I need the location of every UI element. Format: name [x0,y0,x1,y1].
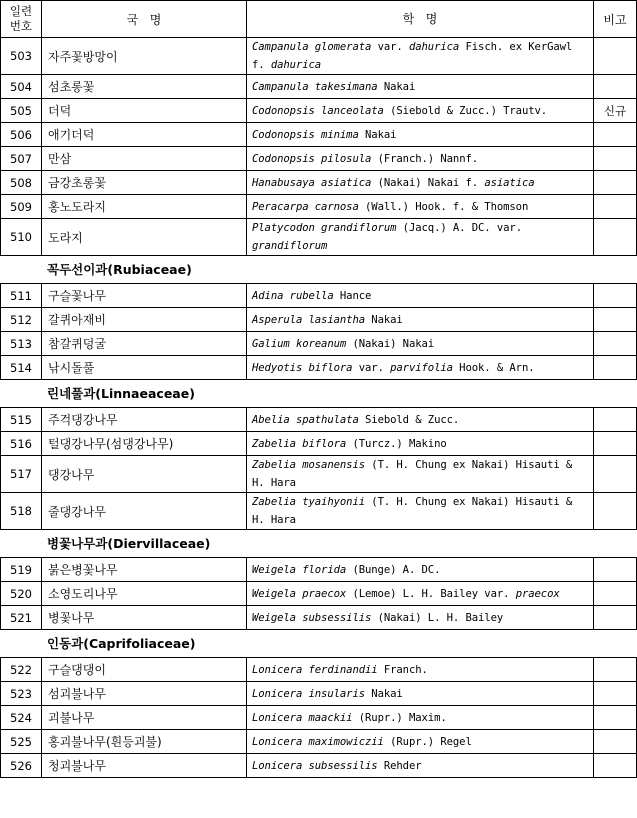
header-scientific-name: 학 명 [246,0,594,38]
korean-name-cell: 구슬댕댕이 [41,657,247,682]
scientific-name-cell [246,605,594,630]
taxon-italic: parvifolia [390,361,453,374]
scientific-name-text [252,561,440,579]
taxon-italic: Lonicera subsessilis [252,759,378,772]
serial-number-cell: 525 [0,729,42,754]
serial-number-cell: 510 [0,218,42,256]
table-row [0,681,637,706]
note-cell [593,753,637,778]
authority-text: (Jacq.) A. DC. var. [396,222,522,234]
serial-number-cell: 521 [0,605,42,630]
taxon-italic: Zabelia biflora [252,437,347,450]
note-cell: 신규 [593,98,637,123]
authority-text: (Wall.) Hook. f. & Thomson [358,200,529,213]
korean-name-cell: 붉은병꽃나무 [41,557,247,582]
scientific-name-cell [246,657,594,682]
korean-name-cell: 참갈퀴덩굴 [41,331,247,356]
table-row [0,431,637,456]
taxon-italic: Campanula glomerata [252,41,372,53]
scientific-name-text [252,411,459,429]
family-heading: 인동과(Caprifoliaceae) [47,635,196,651]
scientific-name-text [252,335,434,353]
scientific-name-text [252,685,403,703]
serial-number-cell: 522 [0,657,42,682]
authority-text: Hook. & Arn. [452,361,535,374]
note-cell [593,729,637,754]
scientific-name-text [252,287,371,305]
authority-text: Nakai [365,687,403,700]
scientific-name-text [252,757,422,775]
note-cell [593,331,637,356]
serial-number-cell: 517 [0,455,42,493]
authority-text: Rehder [377,759,422,772]
table-row [0,581,637,606]
authority-text: Fisch. ex KerGawl f. [252,41,573,71]
note-cell [593,681,637,706]
table-row [0,492,637,530]
korean-name-cell: 병꽃나무 [41,605,247,630]
serial-number-cell: 515 [0,407,42,432]
table-row [0,283,637,308]
note-cell [593,194,637,219]
scientific-name-text [252,174,535,192]
note-cell [593,170,637,195]
table-header [0,0,637,38]
korean-name-cell: 청괴불나무 [41,753,247,778]
korean-name-cell: 홍노도라지 [41,194,247,219]
scientific-name-cell [246,431,594,456]
serial-number-cell: 506 [0,122,42,147]
note-cell [593,455,637,493]
header-korean-name: 국 명 [41,0,247,38]
authority-text: var. [371,41,409,53]
table-row [0,146,637,171]
scientific-name-cell [246,407,594,432]
taxon-italic: Campanula takesimana [252,80,378,93]
scientific-name-text [252,78,415,96]
scientific-name-cell [246,455,594,493]
family-heading: 꼭두선이과(Rubiaceae) [47,261,192,277]
korean-name-cell: 애기더덕 [41,122,247,147]
authority-text: Nakai [365,313,403,326]
taxon-italic: Peracarpa carnosa [252,200,359,213]
authority-text: (Siebold & Zucc.) Trautv. [383,104,548,117]
table-row [0,74,637,99]
korean-name-cell: 괴불나무 [41,705,247,730]
korean-name-cell: 갈퀴아재비 [41,307,247,332]
korean-name-cell: 낚시돌풀 [41,355,247,380]
korean-name-cell: 털댕강나무(섬댕강나무) [41,431,247,456]
korean-name-cell: 섬초롱꽃 [41,74,247,99]
note-cell [593,355,637,380]
scientific-name-text [252,102,547,120]
scientific-name-text [252,126,396,144]
taxon-italic: Codonopsis pilosula [252,152,372,165]
note-cell [593,37,637,75]
scientific-name-cell [246,681,594,706]
korean-name-cell: 줄댕강나무 [41,492,247,530]
korean-name-cell: 만삼 [41,146,247,171]
scientific-name-text [252,456,589,492]
korean-name-cell: 홍괴불나무(흰등괴불) [41,729,247,754]
scientific-name-text [252,733,472,751]
taxon-italic: Weigela subsessilis [252,611,372,624]
table-row [0,407,637,432]
header-serial-line1: 일련 [9,4,33,18]
scientific-name-text [252,585,560,603]
scientific-name-cell [246,74,594,99]
serial-number-cell: 526 [0,753,42,778]
scientific-name-cell [246,37,594,75]
authority-text: (Nakai) L. H. Bailey [371,611,504,624]
scientific-name-cell [246,307,594,332]
korean-name-cell: 주걱댕강나무 [41,407,247,432]
taxon-italic: Lonicera ferdinandii [252,663,378,676]
scientific-name-cell [246,581,594,606]
serial-number-cell: 513 [0,331,42,356]
note-cell [593,307,637,332]
note-cell [593,581,637,606]
scientific-name-cell [246,753,594,778]
note-cell [593,122,637,147]
scientific-name-cell [246,355,594,380]
note-cell [593,431,637,456]
scientific-name-cell [246,557,594,582]
scientific-name-text [252,150,478,168]
table-row [0,194,637,219]
authority-text: (Rupr.) Maxim. [352,711,447,724]
authority-text: (Turcz.) Makino [346,437,447,450]
note-cell [593,492,637,530]
table-row [0,605,637,630]
header-note: 비고 [593,0,637,38]
serial-number-cell: 512 [0,307,42,332]
table-row [0,729,637,754]
header-serial-line2: 번호 [9,19,33,33]
authority-text: var. [352,361,391,374]
table-row [0,557,637,582]
table-row [0,455,637,493]
taxon-italic: Codonopsis lanceolata [252,104,384,117]
scientific-name-text [252,493,589,529]
taxon-italic: dahurica [408,41,460,53]
authority-text: (T. H. Chung ex Nakai) Hisauti & H. Hara [252,496,573,526]
table-row [0,705,637,730]
authority-text: (Nakai) Nakai [346,337,435,350]
family-heading: 린네풀과(Linnaeaceae) [47,385,195,401]
note-cell [593,705,637,730]
authority-text: (Bunge) A. DC. [346,563,441,576]
serial-number-cell: 507 [0,146,42,171]
taxon-italic: Abelia spathulata [252,413,359,426]
table-row [0,331,637,356]
authority-text: (Nakai) Nakai f. [371,176,485,189]
scientific-name-text [252,661,428,679]
korean-name-cell: 더덕 [41,98,247,123]
table-row [0,122,637,147]
serial-number-cell: 518 [0,492,42,530]
table-row [0,657,637,682]
serial-number-cell: 519 [0,557,42,582]
serial-number-cell: 511 [0,283,42,308]
taxon-italic: Lonicera insularis [252,687,366,700]
serial-number-cell: 505 [0,98,42,123]
serial-number-cell: 508 [0,170,42,195]
authority-text: (Lemoe) L. H. Bailey var. [346,587,516,600]
scientific-name-cell [246,98,594,123]
serial-number-cell: 523 [0,681,42,706]
note-cell [593,605,637,630]
serial-number-cell: 524 [0,705,42,730]
note-cell [593,74,637,99]
scientific-name-text [252,38,589,74]
taxon-italic: Asperula lasiantha [252,313,366,326]
scientific-name-text [252,435,447,453]
scientific-name-cell [246,729,594,754]
taxon-italic: Zabelia mosanensis [252,459,366,471]
table-row [0,218,637,256]
taxon-italic: Lonicera maackii [252,711,353,724]
authority-text: Franch. [377,663,428,676]
scientific-name-text [252,359,535,377]
taxon-italic: Codonopsis minima [252,128,359,141]
table-row [0,355,637,380]
table-row [0,170,637,195]
taxon-italic: Adina rubella [252,289,334,302]
scientific-name-cell [246,492,594,530]
note-cell [593,657,637,682]
korean-name-cell: 소영도리나무 [41,581,247,606]
serial-number-cell: 514 [0,355,42,380]
taxon-italic: Zabelia tyaihyonii [252,496,366,508]
scientific-name-cell [246,122,594,147]
taxon-italic: dahurica [270,59,322,71]
note-cell [593,283,637,308]
scientific-name-cell [246,218,594,256]
serial-number-cell: 509 [0,194,42,219]
serial-number-cell: 503 [0,37,42,75]
taxon-italic: praecox [515,587,560,600]
taxon-italic: Weigela florida [252,563,347,576]
serial-number-cell: 516 [0,431,42,456]
authority-text: Nakai [358,128,397,141]
scientific-name-cell [246,705,594,730]
korean-name-cell: 금강초롱꽃 [41,170,247,195]
serial-number-cell: 520 [0,581,42,606]
header-serial-number [0,0,42,38]
authority-text: Hance [333,289,372,302]
taxon-italic: Galium koreanum [252,337,347,350]
serial-number-cell: 504 [0,74,42,99]
taxon-italic: Lonicera maximowiczii [252,735,384,748]
scientific-name-text [252,311,403,329]
scientific-name-cell [246,283,594,308]
table-row [0,37,637,75]
note-cell [593,146,637,171]
korean-name-cell: 자주꽃방망이 [41,37,247,75]
taxon-italic: Platycodon grandiflorum [252,222,397,234]
korean-name-cell: 구슬꽃나무 [41,283,247,308]
scientific-name-cell [246,170,594,195]
authority-text: Siebold & Zucc. [358,413,460,426]
scientific-name-cell [246,146,594,171]
scientific-name-text [252,198,528,216]
family-heading: 병꽃나무과(Diervillaceae) [47,535,211,551]
taxon-italic: Weigela praecox [252,587,347,600]
authority-text: (T. H. Chung ex Nakai) Hisauti & H. Hara [252,459,573,489]
note-cell [593,218,637,256]
table-row [0,98,637,123]
scientific-name-text [252,219,589,255]
taxon-italic: Hedyotis biflora [252,361,353,374]
authority-text: Nakai [377,80,416,93]
scientific-name-cell [246,194,594,219]
taxon-italic: Hanabusaya asiatica [252,176,372,189]
taxon-italic: grandiflorum [252,240,328,252]
authority-text: (Franch.) Nannf. [371,152,479,165]
korean-name-cell: 댕강나무 [41,455,247,493]
note-cell [593,557,637,582]
scientific-name-text [252,609,503,627]
scientific-name-cell [246,331,594,356]
table-row [0,307,637,332]
table-row [0,753,637,778]
authority-text: (Rupr.) Regel [383,735,472,748]
note-cell [593,407,637,432]
taxon-italic: asiatica [484,176,535,189]
korean-name-cell: 도라지 [41,218,247,256]
scientific-name-text [252,709,447,727]
korean-name-cell: 섬괴불나무 [41,681,247,706]
